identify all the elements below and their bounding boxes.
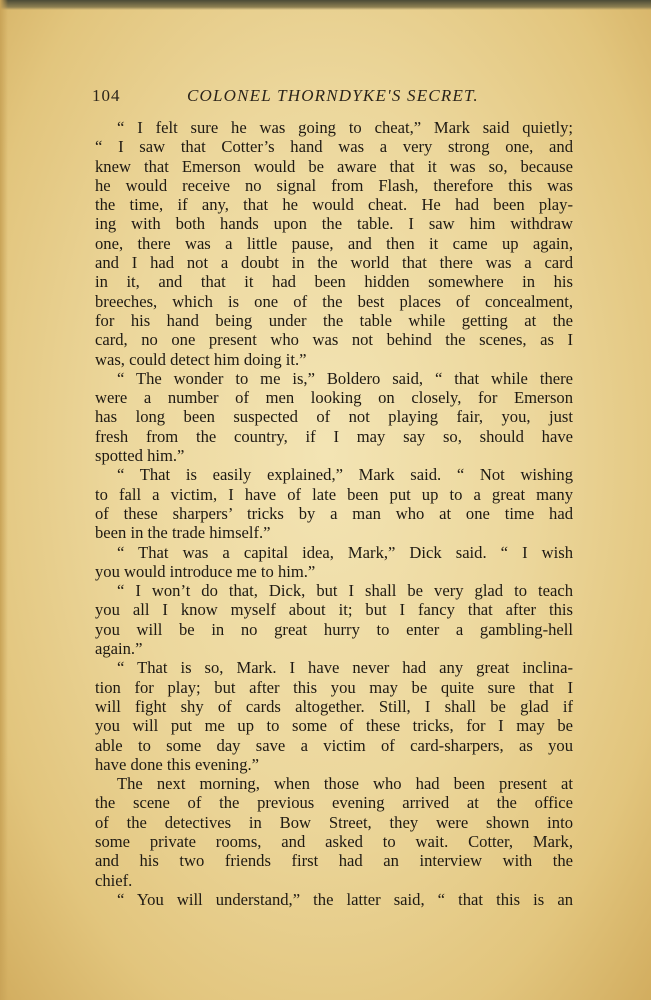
- text-line: to fall a victim, I have of late been put up to a great many: [95, 484, 573, 504]
- text-line: ing with both hands upon the table. I saw him withdraw: [95, 214, 573, 234]
- text-line: been in the trade himself.”: [95, 523, 271, 543]
- text-line: knew that Emerson would be aware that it was so, because: [95, 156, 573, 176]
- text-line: chief.: [95, 870, 133, 890]
- text-line: one, there was a little pause, and then it came up again,: [95, 233, 573, 253]
- text-line: tion for play; but after this you may be quite sure that I: [95, 677, 573, 697]
- text-line: of these sharpers’ tricks by a man who at one time had: [95, 503, 573, 523]
- text-line: “ That is easily explained,” Mark said. “ Not wishing: [117, 465, 573, 485]
- page-left-edge: [0, 0, 8, 1000]
- text-line: again.”: [95, 639, 143, 659]
- text-line: “ That was a capital idea, Mark,” Dick said. “ I wish: [117, 542, 573, 562]
- text-line: spotted him.”: [95, 446, 185, 466]
- text-line: have done this evening.”: [95, 754, 260, 774]
- page-top-edge: [0, 0, 651, 10]
- text-line: was, could detect him doing it.”: [95, 349, 307, 369]
- text-line: you will be in no great hurry to enter a gambling-hell: [95, 619, 573, 639]
- text-line: able to some day save a victim of card-sharpers, as you: [95, 735, 573, 755]
- text-line: fresh from the country, if I may say so, should have: [95, 426, 573, 446]
- text-line: “ That is so, Mark. I have never had any great inclina-: [117, 658, 573, 678]
- page-number: 104: [92, 86, 121, 105]
- text-line: the time, if any, that he would cheat. He had been play-: [95, 195, 573, 215]
- text-line: card, no one present who was not behind the scenes, as I: [95, 330, 573, 350]
- text-line: “ The wonder to me is,” Boldero said, “ that while there: [117, 368, 573, 388]
- text-line: and his two friends first had an interview with the: [95, 851, 573, 871]
- text-line: breeches, which is one of the best places of concealment,: [95, 291, 573, 311]
- text-line: will fight shy of cards altogether. Still, I shall be glad if: [95, 696, 573, 716]
- text-line: of the detectives in Bow Street, they were shown into: [95, 812, 573, 832]
- text-line: and I had not a doubt in the world that there was a card: [95, 253, 573, 273]
- text-line: you will put me up to some of these tricks, for I may be: [95, 716, 573, 736]
- text-line: “ You will understand,” the latter said, “ that this is an: [117, 889, 573, 909]
- text-line: has long been suspected of not playing fair, you, just: [95, 407, 573, 427]
- text-line: The next morning, when those who had been present at: [117, 774, 573, 794]
- text-line: for his hand being under the table while getting at the: [95, 310, 573, 330]
- running-title: COLONEL THORNDYKE'S SECRET.: [187, 86, 479, 105]
- text-line: in it, and that it had been hidden somewhere in his: [95, 272, 573, 292]
- text-line: the scene of the previous evening arrived at the office: [95, 793, 573, 813]
- text-line: were a number of men looking on closely, for Emerson: [95, 388, 573, 408]
- text-line: “ I saw that Cotter’s hand was a very strong one, and: [95, 137, 573, 157]
- text-line: you all I know myself about it; but I fancy that after this: [95, 600, 573, 620]
- page-header: [92, 86, 572, 110]
- text-line: “ I won’t do that, Dick, but I shall be very glad to teach: [117, 581, 573, 601]
- body-text: [95, 118, 573, 909]
- text-line: some private rooms, and asked to wait. Cotter, Mark,: [95, 831, 573, 851]
- text-line: “ I felt sure he was going to cheat,” Mark said quietly;: [117, 118, 573, 137]
- text-line: you would introduce me to him.”: [95, 561, 316, 581]
- text-line: he would receive no signal from Flash, therefore this was: [95, 175, 573, 195]
